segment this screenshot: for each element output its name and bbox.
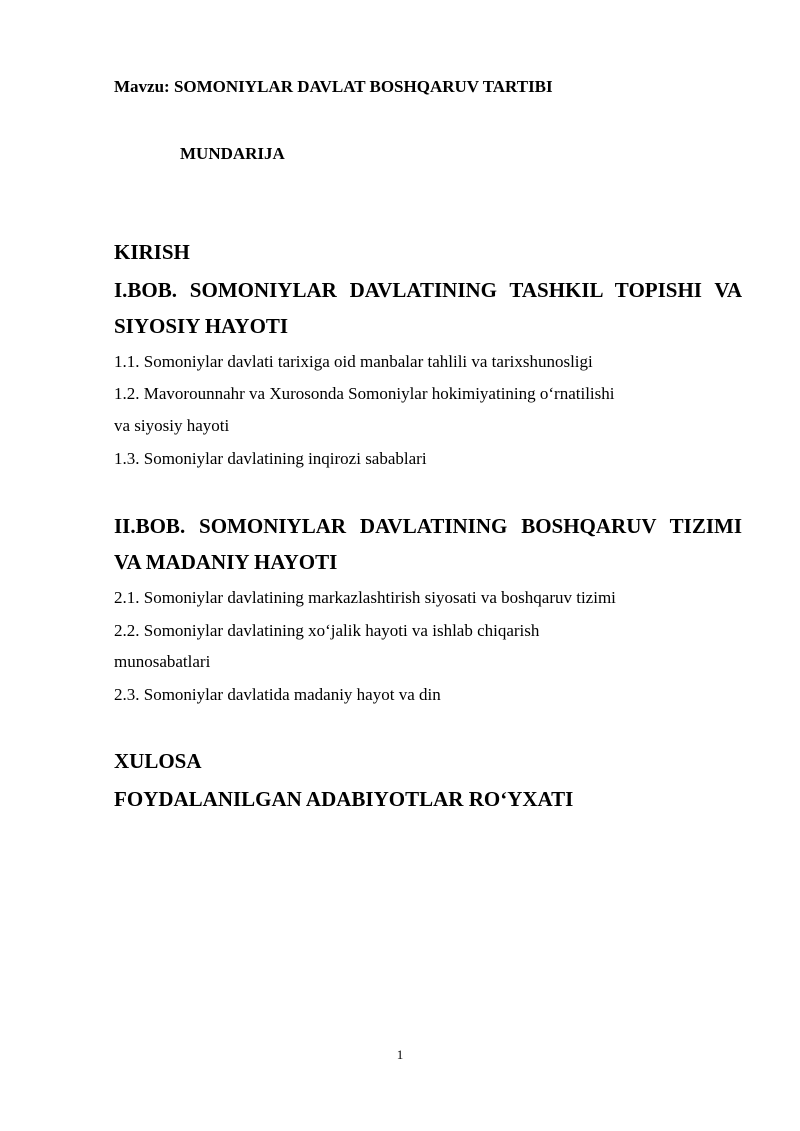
toc-item-1-2: 1.2. Mavorounnahr va Xurosonda Somoniylar hokimiyatining o‘rnatilishi — [114, 384, 615, 403]
toc-item-2-1: 2.1. Somoniylar davlatining markazlashtirish siyosati va boshqaruv tizimi — [114, 588, 616, 607]
page-number: 1 — [396, 1047, 404, 1062]
toc-intro: KIRISH — [114, 240, 190, 264]
toc-chapter1-title-line1: I.BOB. SOMONIYLAR DAVLATINING TASHKIL TOPISHI VA — [114, 278, 742, 302]
toc-item-2-3: 2.3. Somoniylar davlatida madaniy hayot va din — [114, 685, 441, 704]
document-topic: Mavzu: SOMONIYLAR DAVLAT BOSHQARUV TARTIBI — [114, 77, 553, 96]
toc-item-2-2: 2.2. Somoniylar davlatining xo‘jalik hayoti va ishlab chiqarish — [114, 621, 540, 640]
toc-chapter2-title-line2: VA MADANIY HAYOTI — [114, 550, 338, 574]
toc-item-1-3: 1.3. Somoniylar davlatining inqirozi sabablari — [114, 449, 427, 468]
toc-item-2-2-continued: munosabatlari — [114, 652, 211, 671]
toc-chapter2-title-line1: II.BOB. SOMONIYLAR DAVLATINING BOSHQARUV TIZIMI — [114, 514, 742, 538]
toc-conclusion: XULOSA — [114, 749, 202, 773]
toc-chapter1-title-line2: SIYOSIY HAYOTI — [114, 314, 289, 338]
table-of-contents-title: MUNDARIJA — [180, 144, 285, 163]
toc-item-1-2-continued: va siyosiy hayoti — [114, 416, 230, 435]
toc-references: FOYDALANILGAN ADABIYOTLAR RO‘YXATI — [114, 787, 574, 811]
toc-item-1-1: 1.1. Somoniylar davlati tarixiga oid manbalar tahlili va tarixshunosligi — [114, 352, 593, 371]
